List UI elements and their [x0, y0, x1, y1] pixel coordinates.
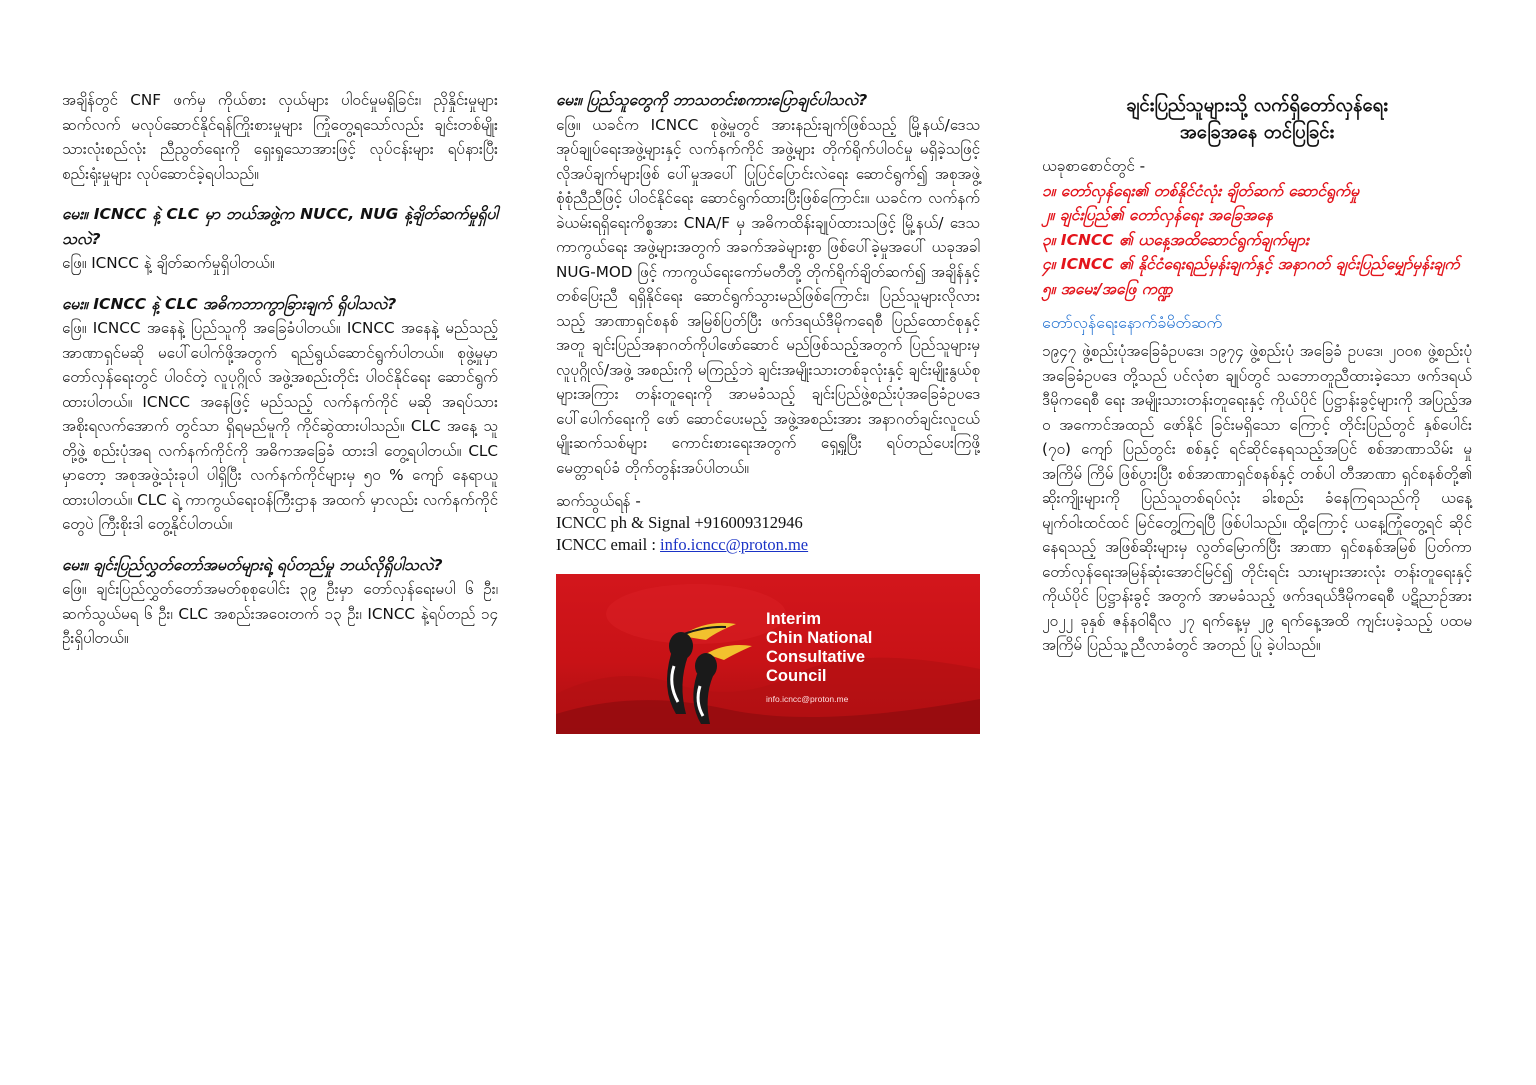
contents-item: ၂။ ချင်းပြည်၏ တော်လှန်ရေး အခြေအနေ [1042, 206, 1274, 224]
paragraph-intro: အချိန်တွင် CNF ဖက်မှ ကိုယ်စား လှယ်များ ပါဝင်မှုမရှိခြင်း၊ ညှိနှိုင်းမှုများ ဆက်လက် မလုပ်ဆောင်နိုင်ရန်ကြိုးစားမှုများ ကြုံတွေ့ရသော်လည်း ချင်းတစ်မျိုးသားလုံးစည်လုံး ညီညွတ်ရေးကို ရှေးရှုသောအားဖြင့် လုပ်ငန်းများ ရပ်နားပြီး စည်းရုံးမှုများ လုပ်ဆောင်ခဲ့ရပါသည်။ [62, 91, 498, 183]
question-1: မေး။ ICNCC နဲ့ CLC မှာ ဘယ်အဖွဲ့က NUCC, NUG နဲ့ချိတ်ဆက်မှုရှိပါသလဲ? [62, 205, 498, 248]
icncc-banner [556, 574, 980, 734]
contents-item: ၃။ ICNCC ၏ ယနေ့အထိဆောင်ရွက်ချက်များ [1042, 230, 1309, 249]
banner-title-line4: Council [766, 667, 827, 685]
contact-phone: ICNCC ph & Signal +916009312946 [556, 513, 803, 532]
banner-email: info.icncc@proton.me [766, 694, 849, 704]
contents-item: ၁။ တော်လှန်ရေး၏ တစ်နိုင်ငံလုံး ချိတ်ဆက် ဆောင်ရွက်မှု [1042, 181, 1360, 200]
banner-title [766, 610, 966, 686]
background-paragraph: ၁၉၄၇ ဖွဲ့စည်းပုံအခြေခံဥပဒေ၊ ၁၉၇၄ ဖွဲ့စည်းပုံ အခြေခံ ဥပဒေ၊ ၂၀၀၈ ဖွဲ့စည်းပုံအခြေခံဥပဒေ တို့သည် ပင်လုံစာ ချုပ်တွင် သဘောတူညီထားခဲ့သော ဖက်ဒရယ် ဒီမိုကရေစီ ရေး အမျိုးသားတန်းတူရေးနှင့် ကိုယ်ပိုင် ပြဋ္ဌာန်းခွင့်များကို အပြည့်အဝ အကောင်အထည် ဖော်နိုင် ခြင်းမရှိသော ကြောင့် တိုင်းပြည်တွင် နှစ်ပေါင်း (၇၀) ကျော် ပြည်တွင်း စစ်နှင့် ရင်ဆိုင်နေရသည့်အပြင် စစ်အာဏာသိမ်း မှုအကြိမ် ကြိမ် ဖြစ်ပွားပြီး စစ်အာဏာရှင်စနစ်နှင့် တစ်ပါ တီအာဏာ ရှင်စနစ်တို့၏ ဆိုးကျိုးများကို ပြည်သူတစ်ရပ်လုံး ခါးစည်း ခံနေကြရသည်ကို ယနေ့မျက်ဝါးထင်ထင် မြင်တွေ့ကြရပြီ ဖြစ်ပါသည်။ ထို့ကြောင့် ယနေ့ကြုံတွေ့ရင် ဆိုင်နေရသည့် အဖြစ်ဆိုးများမှ လွတ်မြောက်ပြီး အာဏာ ရှင်စနစ်အမြစ် ပြတ်ကာ တော်လှန်ရေးအမြန်ဆုံးအောင်မြင်၍ တိုင်းရင်း သားများအားလုံး တန်းတူရေးနှင့်ကိုယ်ပိုင် ပြဋ္ဌာန်းခွင့် အတွက် အာမခံသည့် ဖက်ဒရယ်ဒီမိုကရေစီ ပဋိညာဉ်အား ၂၀၂၂ ခုနှစ် ဇန်နဝါရီလ ၂၇ ရက်နေ့မှ ၂၉ ရက်နေ့အထိ ကျင်းပခဲ့သည့် ပထမအကြိမ် ပြည်သူ့ညီလာခံတွင် အတည် ပြု ခဲ့ပါသည်။ [1042, 342, 1472, 654]
email-link[interactable]: info.icncc@proton.me [660, 535, 809, 554]
contents-item: ၅။ အမေး/အဖြေ ကဏ္ဍ [1042, 279, 1173, 298]
banner-title-line2: Chin National [766, 629, 873, 647]
answer-3: ဖြေ။ ချင်းပြည်လွှတ်တော်အမတ်စုစုပေါင်း ၃၉ ဦးမှာ တော်လှန်ရေးမပါ ၆ ဦး၊ ဆက်သွယ်မရ ၆ ဦး၊ CLC အစည်းအဝေးတက် ၁၃ ဦး၊ ICNCC နဲ့ရပ်တည် ၁၄ ဦးရှိပါတယ်။ [62, 580, 498, 647]
question-4: မေး။ ပြည်သူတွေကို ဘာသတင်းစကားပြောချင်ပါသလဲ? [556, 91, 868, 109]
section-heading: တော်လှန်ရေးနောက်ခံမိတ်ဆက် [1042, 313, 1223, 332]
contents-intro: ယခုစာစောင်တွင် - [1042, 157, 1146, 175]
document-title-line1: ချင်းပြည်သူများသို့ လက်ရှိတော်လှန်ရေး [1126, 95, 1388, 116]
answer-4: ဖြေ။ ယခင်က ICNCC စုဖွဲ့မှုတွင် အားနည်းချက်ဖြစ်သည့် မြို့နယ်/ဒေသ အုပ်ချုပ်ရေးအဖွဲ့များနှင့် လက်နက်ကိုင် အဖွဲ့များ တိုက်ရိုက်ပါဝင်မှု မရှိခဲ့သဖြင့် လိုအပ်ချက်များဖြစ် ပေါ်မှုအပေါ် ပြုပြင်ပြောင်းလဲရေး ဆောင်ရွက်၍ အစုအဖွဲ့ စုံစုံညီညီဖြင့် ပါဝင်နိုင်ရေး ဆောင်ရွက်ထားပြီးဖြစ်ကြောင်း။ ယခင်က လက်နက်ခဲယမ်းရရှိရေးကိစ္စအား CNA/F မှ အဓိကထိန်းချုပ်ထားသဖြင့် မြို့နယ်/ ဒေသ ကာကွယ်ရေး အဖွဲ့များအတွက် အခက်အခဲများစွာ ဖြစ်ပေါ်ခဲ့မှုအပေါ် ယခုအခါ NUG-MOD ဖြင့် ကာကွယ်ရေးကော်မတီတို့ တိုက်ရိုက်ချိတ်ဆက်၍ အချိန်နှင့်တစ်ပြေးညီ ရရှိနိုင်ရေး ဆောင်ရွက်သွားမည်ဖြစ်ကြောင်း၊ ပြည်သူများလိုလားသည့် အာဏာရှင်စနစ် အမြစ်ပြတ်ပြီး ဖက်ဒရယ်ဒီမိုကရေစီ ပြည်ထောင်စုနှင့်အတူ ချင်းပြည်အနာဂတ်ကိုပါဖော်ဆောင် မည်ဖြစ်သည့်အတွက် ပြည်သူများမှ လူပုဂ္ဂိုလ်/အဖွဲ့ အစည်းကို မကြည့်ဘဲ ချင်းအမျိုးသားတစ်ခုလုံးနှင့် ချင်းမျိုးနွယ်စုများအကြား တန်းတူရေးကို အာမခံသည့် ချင်းပြည်ဖွဲ့စည်းပုံအခြေခံဥပဒေ ပေါ်ပေါက်ရေးကို ဖော် ဆောင်ပေးမည့် အဖွဲ့အစည်းအား အနာဂတ်ချင်းလူငယ် မျိုးဆက်သစ်များ ကောင်းစားရေးအတွက် ရှေ့ရှုပြီး ရပ်တည်ပေးကြဖို့ မေတ္တာရပ်ခံ တိုက်တွန်းအပ်ပါတယ်။ [556, 115, 980, 477]
banner-title-line3: Consultative [766, 648, 866, 666]
banner-title-line1: Interim [766, 610, 822, 628]
column-left [62, 88, 498, 651]
contents-item: ၄။ ICNCC ၏ နိုင်ငံရေးရည်မှန်းချက်နှင့် အနာဂတ် ချင်းပြည်မျှော်မှန်းချက် [1042, 255, 1460, 273]
answer-2: ဖြေ။ ICNCC အနေနဲ့ ပြည်သူကို အခြေခံပါတယ်။ ICNCC အနေနဲ့ မည်သည့် အာဏာရှင်မဆို မပေါ်ပေါက်ဖို့အတွက် ရည်ရွယ်ဆောင်ရွက်ပါတယ်။ စုဖွဲ့မှုမှာ တော်လှန်ရေးတွင် ပါဝင်တဲ့ လူပုဂ္ဂိုလ် အဖွဲ့အစည်းတိုင်း ပါဝင်နိုင်ရေး ဆောင်ရွက်ထားပါတယ်။ ICNCC အနေဖြင့် မည်သည့် လက်နက်ကိုင် မဆို အရပ်သားအစိုးရလက်အောက် တွင်သာ ရှိရမည်မူကို ကိုင်ဆွဲထားပါသည်။ CLC အနေ့ သူတို့ဖွဲ့ စည်းပုံအရ လက်နက်ကိုင်ကို အဓိကအခြေခံ ထားဒါ တွေ့ရပါတယ်။ CLC မှာတော့ အစုအဖွဲ့သုံးခုပါ ပါရှိပြီး လက်နက်ကိုင်များမှ ၅၀ % ကျော် နေရာယူ ထားပါတယ်။ CLC ရဲ့ ကာကွယ်ရေးဝန်ကြီးဌာန အထက် မှာလည်း လက်နက်ကိုင်တွေပဲ ကြီးစိုးဒါ တွေ့နိုင်ပါတယ်။ [62, 319, 498, 533]
document-title-line2: အခြေအနေ တင်ပြခြင်း [1179, 122, 1335, 143]
contact-email-line [556, 534, 980, 556]
email-label: ICNCC email : [556, 535, 661, 554]
column-right [1042, 92, 1472, 658]
question-3: မေး။ ချင်းပြည်လွှတ်တော်အမတ်များရဲ့ ရပ်တည်မှု ဘယ်လိုရှိပါသလဲ? [62, 555, 443, 574]
contact-label: ဆက်သွယ်ရန် - [556, 492, 641, 510]
column-middle [556, 88, 980, 734]
question-2: မေး။ ICNCC နဲ့ CLC အဓိကဘာကွာခြားချက် ရှိပါသလဲ? [62, 294, 397, 313]
answer-1: ဖြေ။ ICNCC နဲ့ ချိတ်ဆက်မှုရှိပါတယ်။ [62, 254, 275, 272]
